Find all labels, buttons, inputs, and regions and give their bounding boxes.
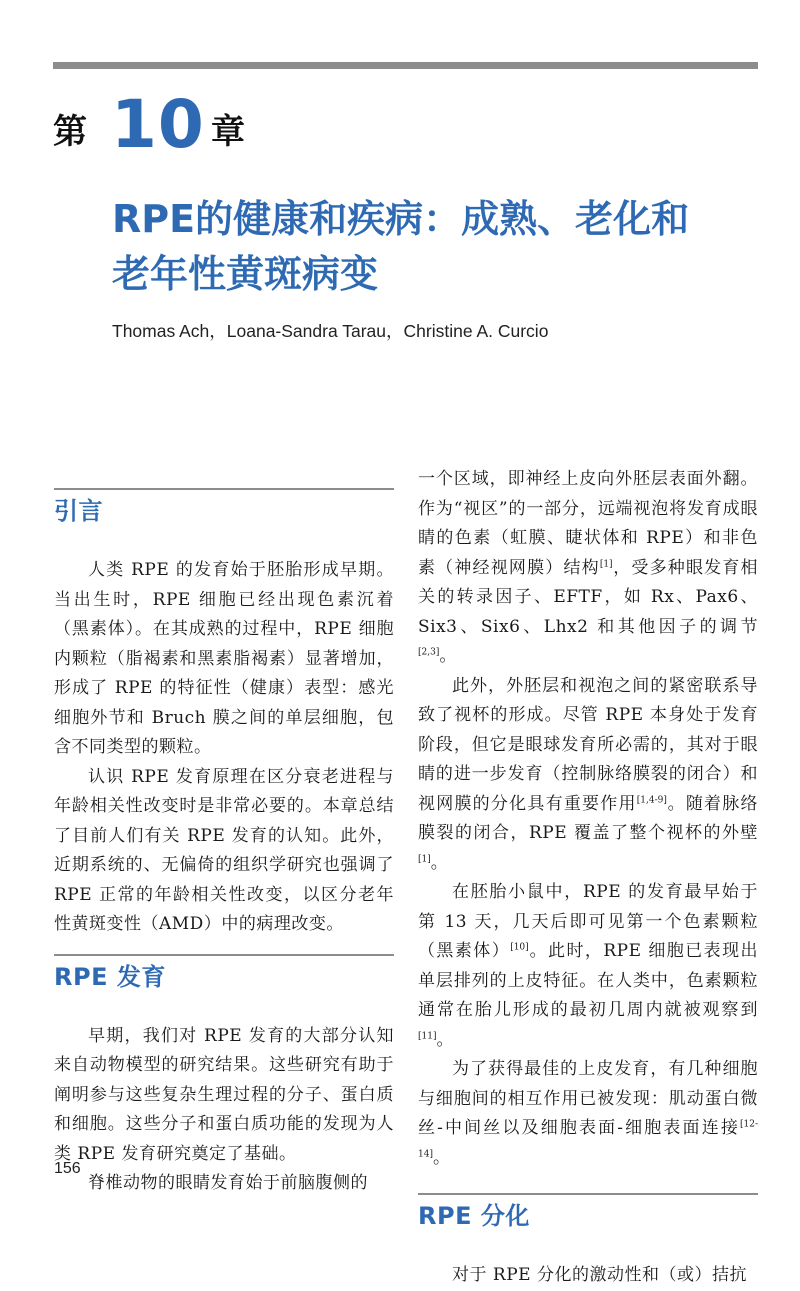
development-paragraph-1: 早期，我们对 RPE 发育的大部分认知来自动物模型的研究结果。这些研究有助于阐明参与这些复杂生理过程的分子、蛋白质和细胞。这些分子和蛋白质功能的发现为人类 RPE 发育研究奠定了基础。 [54, 1025, 394, 1164]
section-heading-development: RPE 发育 [54, 962, 166, 991]
paragraph-text: 。 [430, 852, 449, 873]
right-column [418, 465, 758, 1291]
right-paragraph-1 [418, 465, 758, 672]
paragraph-text: 。随着脉络膜裂的闭合，RPE 覆盖了整个视杯的外壁 [418, 793, 759, 843]
citation: [1] [418, 853, 431, 864]
citation: [2,3] [418, 647, 440, 658]
paragraph-text: 在胚胎小鼠中，RPE 的发育最早始于第 13 天，几天后即可见第一个色素颗粒（黑素体） [418, 882, 758, 961]
citation: [11] [418, 1030, 437, 1041]
citation: [1] [599, 558, 613, 569]
page-number: 156 [54, 1160, 81, 1177]
intro-paragraph-1: 人类 RPE 的发育始于胚胎形成早期。当出生时，RPE 细胞已经出现色素沉着（黑素体）。在其成熟的过程中，RPE 细胞内颗粒（脂褐素和黑素脂褐素）显著增加，形成了 RPE 的特征性（健康）表型：感光细胞外节和 Bruch 膜之间的单层细胞，包含不同类型的颗粒。 [54, 560, 394, 757]
right-paragraph-3 [418, 878, 758, 1055]
chapter-number: 10 [111, 86, 205, 163]
left-column [54, 488, 394, 1199]
chapter-prefix: 第 [53, 112, 87, 152]
right-paragraph-2 [418, 672, 758, 879]
citation: [12-14] [418, 1119, 758, 1159]
title-line-1: RPE的健康和疾病：成熟、老化和 [112, 197, 690, 241]
paragraph-text: 。 [432, 1147, 451, 1168]
intro-paragraph-2: 认识 RPE 发育原理在区分衰老进程与年龄相关性改变时是非常必要的。本章总结了目前人们有关 RPE 发育的认知。此外，近期系统的、无偏倚的组织学研究也强调了 RPE 正常的年龄相关性改变，以区分老年性黄斑变性（AMD）中的病理改变。 [54, 766, 394, 934]
paragraph-text: ，受多种眼发育相关的转录因子、EFTF，如 Rx、Pax6、Six3、Six6、Lhx2 和其他因子的调节 [418, 557, 759, 637]
section-heading-differentiation: RPE 分化 [418, 1202, 530, 1230]
title-line-2: 老年性黄斑病变 [112, 252, 379, 296]
chapter-title [112, 192, 752, 302]
chapter-suffix: 章 [211, 112, 245, 152]
paragraph-text: 此外，外胚层和视泡之间的紧密联系导致了视杯的形成。尽管 RPE 本身处于发育阶段，但它是眼球发育所必需的，其对于眼睛的进一步发育（控制脉络膜裂的闭合）和视网膜的分化具有重要作用 [418, 675, 758, 814]
paragraph-text: 。 [436, 1029, 454, 1050]
paragraph-text: 一个区域，即神经上皮向外胚层表面外翻。作为“视区”的一部分，远端视泡将发育成眼睛的色素（虹膜、睫状体和 RPE）和非色素（神经视网膜）结构 [418, 469, 758, 578]
citation: [10] [510, 942, 529, 953]
authors: Thomas Ach，Loana-Sandra Tarau，Christine A. Curcio [112, 321, 549, 341]
differentiation-paragraph-1: 对于 RPE 分化的激动性和（或）拮抗 [452, 1265, 747, 1285]
paragraph-text: 。此时，RPE 细胞已表现出单层排列的上皮特征。在人类中，色素颗粒通常在胎儿形成的最初几周内就被观察到 [418, 941, 759, 1020]
right-paragraph-4 [418, 1055, 758, 1173]
paragraph-text: 为了获得最佳的上皮发育，有几种细胞与细胞间的相互作用已被发现：肌动蛋白微丝-中间丝以及细胞表面-细胞表面连接 [418, 1059, 758, 1138]
section-heading-intro: 引言 [54, 497, 103, 525]
paragraph-text: 。 [439, 646, 457, 666]
top-rule [53, 62, 758, 69]
citation: [1,4-9] [636, 794, 667, 805]
development-paragraph-2: 脊椎动物的眼睛发育始于前脑腹侧的 [88, 1173, 368, 1193]
